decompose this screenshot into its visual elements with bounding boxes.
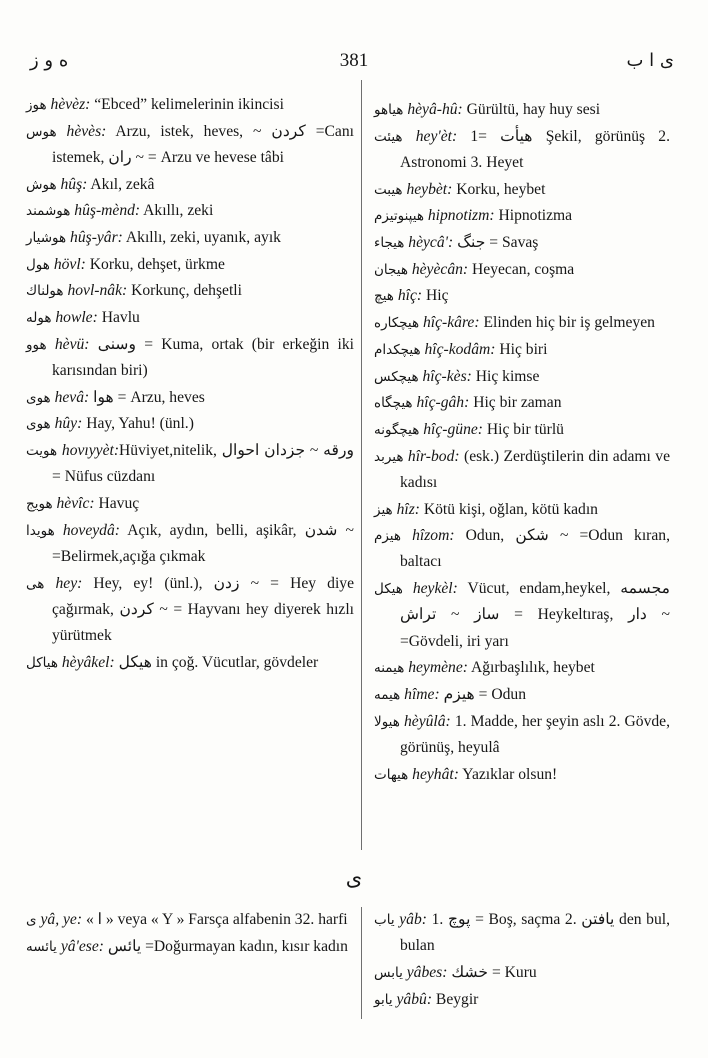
entry-arabic-script: هوشيار bbox=[26, 230, 67, 247]
entry-definition: Akıllı, zeki, uyanık, ayık bbox=[122, 229, 281, 247]
entry-arabic-script: هيجان bbox=[374, 261, 408, 278]
dictionary-entry bbox=[26, 92, 354, 118]
dictionary-entry bbox=[374, 203, 670, 229]
entry-arabic-script: هيهات bbox=[374, 766, 409, 783]
entry-definition: هوا = Arzu, heves bbox=[89, 388, 205, 406]
entry-definition: Gürültü, hay huy sesi bbox=[462, 101, 601, 118]
dictionary-entry bbox=[374, 390, 670, 416]
entry-definition: Korku, dehşet, ürkme bbox=[85, 255, 225, 273]
entry-transliteration: yâb: bbox=[399, 911, 427, 928]
entry-definition: “Ebced” kelimelerinin ikincisi bbox=[90, 96, 284, 113]
entry-definition: Odun, شكن ~ =Odun kıran, baltacı bbox=[400, 527, 670, 571]
entry-transliteration: hîç-gâh: bbox=[416, 394, 470, 412]
entry-transliteration: howle: bbox=[55, 309, 98, 327]
entry-transliteration: hîç: bbox=[397, 287, 423, 305]
entry-arabic-script: هويج bbox=[26, 496, 53, 513]
entry-transliteration: heykèl: bbox=[412, 580, 458, 598]
entry-transliteration: hîme: bbox=[404, 685, 440, 703]
entry-transliteration: hûş-yâr: bbox=[70, 229, 123, 247]
dictionary-entry bbox=[26, 650, 354, 676]
entry-transliteration: heyhât: bbox=[412, 765, 459, 783]
dictionary-entry bbox=[26, 438, 354, 490]
entry-transliteration: hèvèz: bbox=[50, 96, 91, 113]
entry-arabic-script: يائسه bbox=[26, 938, 57, 955]
dictionary-entry bbox=[374, 907, 670, 959]
entry-definition: Ağırbaşlılık, heybet bbox=[467, 659, 595, 677]
entry-transliteration: yâbû: bbox=[396, 990, 433, 1008]
dictionary-entry bbox=[374, 230, 670, 256]
entry-transliteration: hèycâ': bbox=[408, 234, 454, 252]
page-number: 381 bbox=[339, 50, 369, 71]
dictionary-entry bbox=[374, 444, 670, 496]
dictionary-entry bbox=[26, 225, 354, 251]
entry-arabic-script: يابس bbox=[374, 964, 403, 981]
entry-arabic-script: ى bbox=[26, 912, 37, 928]
entry-transliteration: hovl-nâk: bbox=[67, 282, 128, 300]
entry-arabic-script: هوى bbox=[26, 416, 51, 433]
entry-arabic-script: هوله bbox=[26, 310, 52, 327]
dictionary-entry bbox=[374, 709, 670, 761]
entry-arabic-script: هيچكاره bbox=[374, 315, 420, 332]
entry-transliteration: heymène: bbox=[408, 659, 468, 677]
entry-definition: Hiç kimse bbox=[471, 367, 540, 385]
entry-arabic-script: هيكل bbox=[374, 581, 403, 598]
entry-definition: Beygir bbox=[432, 990, 479, 1008]
entry-definition: Kötü kişi, oğlan, kötü kadın bbox=[419, 500, 598, 518]
dictionary-entry bbox=[374, 523, 670, 575]
entry-definition: Hay, Yahu! (ünl.) bbox=[82, 415, 194, 433]
right-column-lower bbox=[374, 907, 670, 1013]
dictionary-entry bbox=[26, 332, 354, 384]
entry-definition: Hiç bir zaman bbox=[469, 394, 562, 412]
entry-arabic-script: هيزم bbox=[374, 528, 401, 545]
dictionary-entry bbox=[374, 762, 670, 788]
entry-transliteration: hovıyyèt: bbox=[61, 442, 120, 460]
entry-transliteration: hîç-kès: bbox=[422, 367, 472, 385]
entry-arabic-script: هيئت bbox=[374, 128, 403, 145]
entry-definition: 1. Madde, her şeyin aslı 2. Gövde, görünüş, heyulâ bbox=[400, 712, 670, 756]
dictionary-entry bbox=[374, 283, 670, 309]
entry-arabic-script: هى bbox=[26, 575, 45, 592]
entry-arabic-script: هول bbox=[26, 256, 50, 273]
entry-transliteration: hîç-güne: bbox=[423, 420, 483, 438]
entry-transliteration: hèyâkel: bbox=[61, 653, 115, 671]
entry-definition: Açık, aydın, belli, aşikâr, شدن ~ =Belirmek,açığa çıkmak bbox=[52, 521, 354, 565]
entry-transliteration: yâ, ye: bbox=[40, 911, 83, 928]
dictionary-entry bbox=[26, 305, 354, 331]
entry-definition: Hiç bir türlü bbox=[483, 420, 564, 438]
entry-arabic-script: هيچكدام bbox=[374, 341, 421, 358]
entry-arabic-script: هوش bbox=[26, 176, 57, 193]
dictionary-entry bbox=[374, 257, 670, 283]
header-left-letters: ه و ز bbox=[30, 50, 69, 71]
entry-arabic-script: هيپنوتيزم bbox=[374, 208, 424, 225]
entry-transliteration: hevâ: bbox=[54, 388, 90, 406]
entry-arabic-script: هيچكس bbox=[374, 368, 419, 385]
entry-definition: Hiç bbox=[422, 287, 449, 305]
entry-definition: يائس =Doğurmayan kadın, kısır kadın bbox=[104, 937, 348, 955]
dictionary-entry bbox=[26, 252, 354, 278]
dictionary-entry bbox=[26, 411, 354, 437]
entry-definition: Hey, ey! (ünl.), زدن ~ = Hey diye çağırmak, كردن ~ = Hayvanı hey diyerek hızlı yürütmek bbox=[52, 574, 355, 645]
entry-definition: Hiç biri bbox=[495, 340, 548, 358]
entry-transliteration: hûy: bbox=[54, 415, 83, 433]
entry-definition: Yazıklar olsun! bbox=[458, 765, 558, 783]
dictionary-entry bbox=[26, 119, 354, 171]
entry-transliteration: hûş-mènd: bbox=[74, 202, 141, 220]
entry-transliteration: hövl: bbox=[53, 255, 86, 273]
page-header bbox=[0, 46, 708, 76]
entry-transliteration: hèyâ-hû: bbox=[407, 101, 463, 118]
entry-transliteration: hèvîc: bbox=[56, 495, 95, 513]
dictionary-entry bbox=[26, 385, 354, 411]
entry-definition: « ا » veya « Y » Farsça alfabenin 32. harfi bbox=[82, 911, 348, 928]
entry-transliteration: hûş: bbox=[60, 175, 88, 193]
column-divider-lower bbox=[361, 907, 362, 1019]
dictionary-entry bbox=[26, 571, 354, 650]
entry-arabic-script: هوز bbox=[26, 97, 47, 113]
entry-transliteration: hèvès: bbox=[66, 122, 107, 140]
dictionary-entry bbox=[26, 198, 354, 224]
entry-transliteration: hîr-bod: bbox=[407, 447, 460, 465]
entry-transliteration: hèyûlâ: bbox=[403, 712, 451, 730]
entry-arabic-script: يابو bbox=[374, 991, 393, 1008]
dictionary-entry bbox=[374, 960, 670, 986]
entry-definition: Arzu, istek, heves, ~ كردن =Canı istemek, ران ~ = Arzu ve hevese tâbi bbox=[52, 122, 354, 166]
entry-definition: هيزم = Odun bbox=[439, 685, 527, 703]
left-column-lower bbox=[26, 907, 354, 960]
entry-arabic-script: هيمنه bbox=[374, 660, 405, 677]
entry-transliteration: hèyècân: bbox=[411, 260, 469, 278]
dictionary-entry bbox=[374, 364, 670, 390]
entry-arabic-script: هيچگونه bbox=[374, 421, 420, 438]
entry-definition: Akıllı, zeki bbox=[140, 202, 214, 220]
entry-definition: هيكل in çoğ. Vücutlar, gövdeler bbox=[114, 653, 319, 671]
entry-arabic-script: هيچگاه bbox=[374, 395, 413, 412]
dictionary-entry bbox=[26, 518, 354, 570]
dictionary-entry bbox=[26, 491, 354, 517]
entry-transliteration: yâbes: bbox=[406, 963, 448, 981]
dictionary-entry bbox=[374, 310, 670, 336]
dictionary-entry bbox=[374, 497, 670, 523]
entry-definition: Heyecan, coşma bbox=[468, 260, 575, 278]
right-column bbox=[374, 97, 670, 788]
entry-definition: Hipnotizma bbox=[494, 207, 573, 225]
dictionary-entry bbox=[374, 987, 670, 1013]
entry-arabic-script: هيولا bbox=[374, 713, 400, 730]
entry-arabic-script: هوو bbox=[26, 336, 47, 353]
entry-transliteration: hipnotizm: bbox=[427, 207, 495, 225]
entry-definition: Vücut, endam,heykel, مجسمه ساز ~ تراش = Heykeltıraş, دار ~ =Gövdeli, iri yarı bbox=[400, 580, 670, 650]
entry-transliteration: hèvü: bbox=[54, 335, 90, 353]
entry-transliteration: hîzom: bbox=[412, 527, 455, 545]
entry-transliteration: hey'èt: bbox=[415, 127, 458, 145]
dictionary-entry bbox=[26, 278, 354, 304]
entry-arabic-script: هياكل bbox=[26, 654, 58, 671]
entry-definition: Havuç bbox=[94, 495, 140, 513]
entry-definition: Korku, heybet bbox=[452, 180, 546, 198]
entry-definition: خشك = Kuru bbox=[447, 963, 537, 981]
entry-arabic-script: هوى bbox=[26, 389, 51, 406]
entry-definition: Hüviyet,nitelik, ورقه ~ جزدان احوال = Nüfus cüzdanı bbox=[52, 442, 355, 486]
entry-definition: Elinden hiç bir iş gelmeyen bbox=[479, 314, 655, 332]
dictionary-entry bbox=[26, 172, 354, 198]
dictionary-entry bbox=[26, 934, 354, 960]
entry-arabic-script: هيچ bbox=[374, 288, 394, 305]
entry-definition: Korkunç, dehşetli bbox=[127, 282, 242, 300]
dictionary-entry bbox=[374, 97, 670, 123]
entry-definition: Akıl, zekâ bbox=[87, 175, 155, 193]
entry-transliteration: hey: bbox=[55, 574, 83, 592]
entry-definition: وسنى = Kuma, ortak (bir erkeğin iki karısından biri) bbox=[52, 335, 354, 380]
entry-definition: Havlu bbox=[97, 309, 140, 327]
entry-arabic-script: هيجاء bbox=[374, 235, 405, 252]
left-column bbox=[26, 92, 354, 676]
entry-arabic-script: هياهو bbox=[374, 102, 404, 118]
entry-definition: جنگ = Savaş bbox=[453, 234, 539, 252]
entry-arabic-script: هولناك bbox=[26, 283, 64, 300]
entry-transliteration: hîz: bbox=[396, 500, 420, 518]
entry-arabic-script: هيربد bbox=[374, 448, 404, 465]
entry-transliteration: hîç-kodâm: bbox=[424, 340, 496, 358]
entry-definition: 1. پوچ = Boş, saçma 2. يافتن den bul, bulan bbox=[400, 911, 670, 955]
section-letter: ى bbox=[345, 866, 363, 890]
entry-transliteration: hîç-kâre: bbox=[422, 314, 480, 332]
entry-transliteration: hoveydâ: bbox=[62, 521, 120, 539]
dictionary-entry bbox=[374, 682, 670, 708]
entry-arabic-script: هوس bbox=[26, 123, 57, 140]
entry-transliteration: yâ'ese: bbox=[60, 937, 104, 955]
header-right-letters: ى ا ب bbox=[626, 50, 674, 71]
dictionary-entry bbox=[374, 417, 670, 443]
dictionary-entry bbox=[374, 655, 670, 681]
entry-arabic-script: هويدا bbox=[26, 522, 55, 539]
dictionary-entry bbox=[374, 576, 670, 655]
entry-arabic-script: هيز bbox=[374, 501, 393, 518]
entry-arabic-script: ياب bbox=[374, 912, 395, 928]
dictionary-entry bbox=[374, 124, 670, 176]
entry-transliteration: heybèt: bbox=[406, 180, 453, 198]
entry-arabic-script: هيمه bbox=[374, 686, 401, 703]
entry-arabic-script: هويت bbox=[26, 443, 58, 460]
dictionary-entry bbox=[374, 337, 670, 363]
column-divider bbox=[361, 80, 362, 850]
entry-definition: هيأت =1 Şekil, görünüş 2. Astronomi 3. Heyet bbox=[400, 127, 670, 171]
entry-definition: (esk.) Zerdüştilerin din adamı ve kadısı bbox=[400, 447, 670, 491]
entry-arabic-script: هيبت bbox=[374, 181, 403, 198]
entry-arabic-script: هوشمند bbox=[26, 203, 71, 220]
dictionary-entry bbox=[26, 907, 354, 933]
dictionary-entry bbox=[374, 177, 670, 203]
